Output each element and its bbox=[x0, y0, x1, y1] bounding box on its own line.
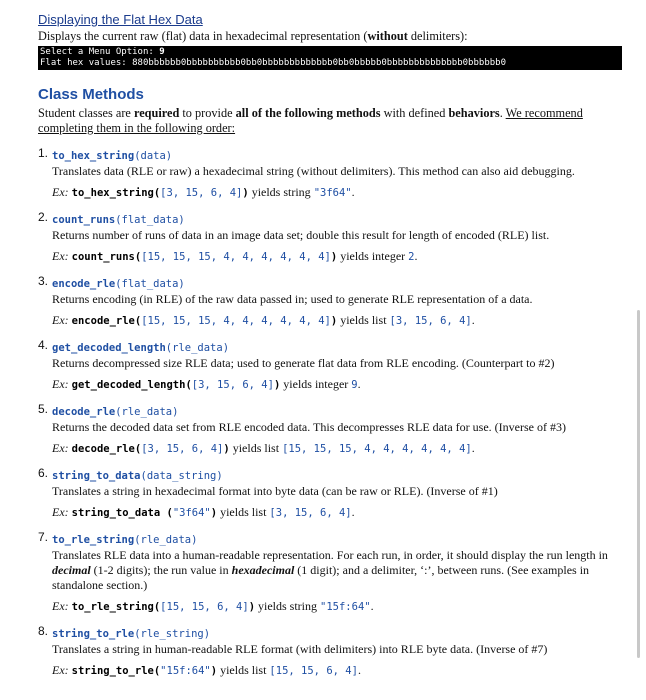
intro-all-methods: all of the following methods bbox=[235, 106, 381, 120]
example-func: string_to_data ( bbox=[71, 507, 173, 519]
example-func: encode_rle( bbox=[71, 315, 142, 327]
desc-bold: without bbox=[367, 29, 408, 43]
method-name-text: get_decoded_length bbox=[52, 342, 166, 354]
example-end: . bbox=[370, 599, 374, 613]
item-number: 3. bbox=[38, 274, 49, 288]
class-methods-intro bbox=[38, 106, 623, 136]
example-close: ) bbox=[223, 443, 230, 455]
method-name bbox=[52, 278, 185, 290]
example-call bbox=[72, 665, 217, 677]
flat-hex-description bbox=[38, 29, 623, 44]
example-end: . bbox=[351, 505, 355, 519]
example-result: "15f:64" bbox=[320, 601, 371, 613]
example-end: . bbox=[357, 663, 361, 677]
list-item bbox=[38, 210, 623, 265]
method-name bbox=[52, 406, 178, 418]
example-result: 2 bbox=[408, 251, 415, 263]
example-label: Ex: bbox=[52, 505, 69, 519]
method-name-text: string_to_rle bbox=[52, 628, 135, 640]
example-end: . bbox=[471, 313, 475, 327]
example-call bbox=[72, 187, 249, 199]
item-number: 8. bbox=[38, 624, 49, 638]
example-mid: yields list bbox=[337, 313, 390, 327]
method-name bbox=[52, 150, 172, 162]
terminal-prompt: Select a Menu Option: bbox=[40, 47, 160, 57]
example-call bbox=[72, 251, 338, 263]
example-mid: yields string bbox=[248, 185, 314, 199]
list-item bbox=[38, 624, 623, 679]
example-func: decode_rle( bbox=[71, 443, 142, 455]
method-name bbox=[52, 470, 223, 482]
example-result: [15, 15, 6, 4] bbox=[269, 665, 358, 677]
example-close: ) bbox=[248, 601, 256, 613]
item-number: 2. bbox=[38, 210, 49, 224]
method-description: Returns the decoded data set from RLE encoded data. This decompresses RLE data for use. (Inverse of #3) bbox=[52, 420, 566, 434]
example-label: Ex: bbox=[52, 441, 69, 455]
example-label: Ex: bbox=[52, 313, 69, 327]
class-methods-heading: Class Methods bbox=[38, 86, 144, 103]
example-end: . bbox=[414, 249, 418, 263]
example-func: string_to_rle( bbox=[71, 665, 161, 677]
method-example bbox=[52, 249, 623, 265]
example-call bbox=[72, 315, 338, 327]
example-close: ) bbox=[210, 665, 218, 677]
desc-hexadecimal: hexadecimal bbox=[231, 563, 295, 577]
example-label: Ex: bbox=[52, 599, 69, 613]
example-result: [15, 15, 15, 4, 4, 4, 4, 4, 4] bbox=[282, 443, 472, 455]
method-args: (flat_data) bbox=[115, 278, 185, 290]
example-close: ) bbox=[273, 379, 281, 391]
example-func: get_decoded_length( bbox=[71, 379, 192, 391]
method-name-text: to_hex_string bbox=[52, 150, 135, 162]
method-args: (flat_data) bbox=[115, 214, 185, 226]
terminal-input-value: 9 bbox=[159, 47, 165, 57]
example-arg: "3f64" bbox=[172, 507, 211, 519]
method-description bbox=[52, 548, 623, 593]
example-arg: [3, 15, 6, 4] bbox=[160, 187, 243, 199]
example-arg: [3, 15, 6, 4] bbox=[191, 379, 274, 391]
list-item bbox=[38, 402, 623, 457]
example-mid: yields list bbox=[217, 505, 270, 519]
example-call bbox=[72, 601, 255, 613]
method-example bbox=[52, 599, 623, 615]
item-number: 1. bbox=[38, 146, 49, 160]
example-call bbox=[72, 507, 217, 519]
list-item bbox=[38, 338, 623, 393]
method-args: (data_string) bbox=[140, 470, 223, 482]
example-label: Ex: bbox=[52, 663, 69, 677]
item-number: 7. bbox=[38, 530, 49, 544]
method-name bbox=[52, 628, 210, 640]
method-description: Translates data (RLE or raw) a hexadecimal string (without delimiters). This method can also aid debugging. bbox=[52, 164, 575, 178]
method-name bbox=[52, 214, 185, 226]
desc-part: Translates RLE data into a human-readable representation. For each run, in order, it should display the run length in bbox=[52, 548, 608, 562]
item-number: 5. bbox=[38, 402, 49, 416]
intro-recommend: We recommend completing them in the following order: bbox=[38, 106, 583, 135]
example-mid: yields list bbox=[229, 441, 283, 455]
list-item bbox=[38, 466, 623, 521]
example-close: ) bbox=[210, 507, 218, 519]
method-name-text: string_to_data bbox=[52, 470, 141, 482]
method-description: Returns encoding (in RLE) of the raw data passed in; used to generate RLE representation of a data. bbox=[52, 292, 533, 306]
method-name bbox=[52, 534, 197, 546]
intro-text: with defined bbox=[380, 106, 449, 120]
example-mid: yields list bbox=[217, 663, 270, 677]
method-name-text: decode_rle bbox=[52, 406, 116, 418]
example-label: Ex: bbox=[52, 249, 69, 263]
method-example bbox=[52, 377, 623, 393]
terminal-output bbox=[38, 46, 622, 70]
example-label: Ex: bbox=[52, 377, 69, 391]
method-example bbox=[52, 313, 623, 329]
method-example bbox=[52, 441, 623, 457]
example-end: . bbox=[357, 377, 361, 391]
intro-behaviors: behaviors bbox=[448, 106, 500, 120]
item-number: 6. bbox=[38, 466, 49, 480]
example-func: count_runs( bbox=[71, 251, 142, 263]
method-description: Returns decompressed size RLE data; used to generate flat data from RLE encoding. (Counterpart to #2) bbox=[52, 356, 555, 370]
method-args: (data) bbox=[134, 150, 173, 162]
example-mid: yields integer bbox=[280, 377, 352, 391]
example-arg: [15, 15, 15, 4, 4, 4, 4, 4, 4] bbox=[141, 251, 331, 263]
method-args: (rle_data) bbox=[115, 406, 179, 418]
item-number: 4. bbox=[38, 338, 49, 352]
method-name bbox=[52, 342, 229, 354]
intro-required: required bbox=[133, 106, 180, 120]
example-arg: [3, 15, 6, 4] bbox=[141, 443, 224, 455]
example-close: ) bbox=[242, 187, 249, 199]
list-item bbox=[38, 274, 623, 329]
example-result: [3, 15, 6, 4] bbox=[389, 315, 472, 327]
intro-text: Student classes are bbox=[38, 106, 134, 120]
example-arg: "15f:64" bbox=[160, 665, 211, 677]
example-arg: [15, 15, 6, 4] bbox=[160, 601, 249, 613]
desc-part: (1-2 digits); the run value in bbox=[90, 563, 232, 577]
method-description: Returns number of runs of data in an image data set; double this result for length of encoded (RLE) list. bbox=[52, 228, 550, 242]
example-end: . bbox=[471, 441, 475, 455]
intro-text: to provide bbox=[179, 106, 236, 120]
method-example bbox=[52, 185, 623, 201]
method-example bbox=[52, 505, 623, 521]
example-func: to_hex_string( bbox=[71, 187, 161, 199]
method-args: (rle_data) bbox=[134, 534, 198, 546]
example-func: to_rle_string( bbox=[71, 601, 161, 613]
document-page bbox=[38, 12, 623, 688]
desc-text: Displays the current raw (flat) data in hexadecimal representation ( bbox=[38, 29, 368, 43]
vertical-scrollbar[interactable] bbox=[637, 310, 640, 658]
example-result: "3f64" bbox=[313, 187, 352, 199]
method-args: (rle_data) bbox=[165, 342, 230, 354]
example-result: 9 bbox=[351, 379, 358, 391]
method-description: Translates a string in human-readable RLE format (with delimiters) into RLE byte data. (Inverse of #7) bbox=[52, 642, 548, 656]
example-mid: yields integer bbox=[337, 249, 409, 263]
list-item bbox=[38, 146, 623, 201]
method-name-text: encode_rle bbox=[52, 278, 116, 290]
method-name-text: count_runs bbox=[52, 214, 116, 226]
example-call bbox=[72, 379, 281, 391]
terminal-hex-line: Flat hex values: 880bbbbbb0bbbbbbbbbb0bb0bbbbbbbbbbbbb0bb0bbbbb0bbbbbbbbbbbbbb0bbbbbb0 bbox=[40, 58, 506, 68]
example-close: ) bbox=[330, 251, 338, 263]
example-arg: [15, 15, 15, 4, 4, 4, 4, 4, 4] bbox=[141, 315, 331, 327]
example-call bbox=[72, 443, 230, 455]
example-result: [3, 15, 6, 4] bbox=[269, 507, 352, 519]
method-args: (rle_string) bbox=[134, 628, 211, 640]
method-description: Translates a string in hexadecimal format into byte data (can be raw or RLE). (Inverse of #1) bbox=[52, 484, 498, 498]
method-example bbox=[52, 663, 623, 679]
desc-part: (1 digit); and a delimiter, ‘:’, between runs. (See examples in standalone section.) bbox=[52, 563, 590, 592]
method-name-text: to_rle_string bbox=[52, 534, 135, 546]
section-heading-flat-hex: Displaying the Flat Hex Data bbox=[38, 12, 203, 27]
example-label: Ex: bbox=[52, 185, 69, 199]
example-end: . bbox=[351, 185, 355, 199]
example-close: ) bbox=[330, 315, 338, 327]
methods-list bbox=[38, 146, 623, 679]
intro-text: . bbox=[499, 106, 506, 120]
desc-decimal: decimal bbox=[52, 563, 91, 577]
list-item bbox=[38, 530, 623, 615]
example-mid: yields string bbox=[255, 599, 321, 613]
desc-text-end: delimiters): bbox=[407, 29, 468, 43]
